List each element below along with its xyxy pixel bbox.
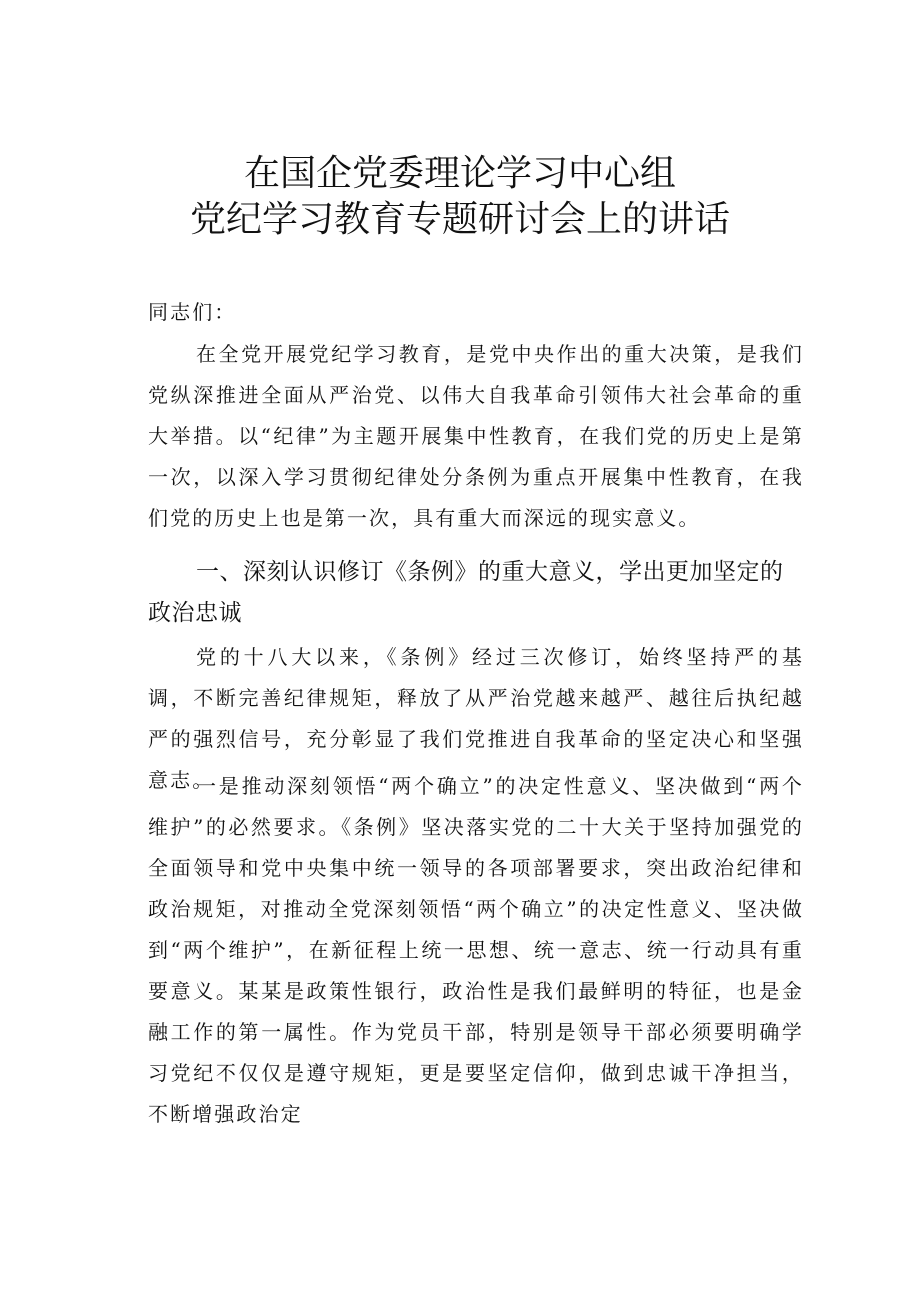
paragraph-point-1: 一是推动深刻领悟“两个确立”的决定性意义、坚决做到“两个维护”的必然要求。《条例》坚决落实党的二十大关于坚持加强党的全面领导和党中央集中统一领导的各项部署要求，突出政治纪律和政治规矩，对推动全党深刻领悟“两个确立”的决定性意义、坚决做到“两个维护”，在新征程上统一思想、统一意志、统一行动具有重要意义。某某是政策性银行，政治性是我们最鲜明的特征，也是金融工作的第一属性。作为党员干部，特别是领导干部必须要明确学习党纪不仅仅是遵守规矩，更是要坚定信仰，做到忠诚干净担当，不断增强政治定 [148,774,804,1126]
greeting: 同志们： [148,300,237,324]
title-line-1: 在国企党委理论学习中心组 [243,153,676,194]
title-line-2: 党纪学习教育专题研讨会上的讲话 [189,199,730,240]
paragraph-intro: 在全党开展党纪学习教育，是党中央作出的重大决策，是我们党纵深推进全面从严治党、以伟大自我革命引领伟大社会革命的重大举措。以“纪律”为主题开展集中性教育，在我们党的历史上是第一次，以深入学习贯彻纪律处分条例为重点开展集中性教育，在我们党的历史上也是第一次，具有重大而深远的现实意义。 [148,342,804,530]
section-heading-1: 一、深刻认识修订《条例》的重大意义，学出更加坚定的政治忠诚 [148,559,784,626]
paragraph-section1-intro: 党的十八大以来，《条例》经过三次修订，始终坚持严的基调，不断完善纪律规矩，释放了从严治党越来越严、越往后执纪越严的强烈信号，充分彰显了我们党推进自我革命的坚定决心和坚强意志。 [148,645,804,792]
